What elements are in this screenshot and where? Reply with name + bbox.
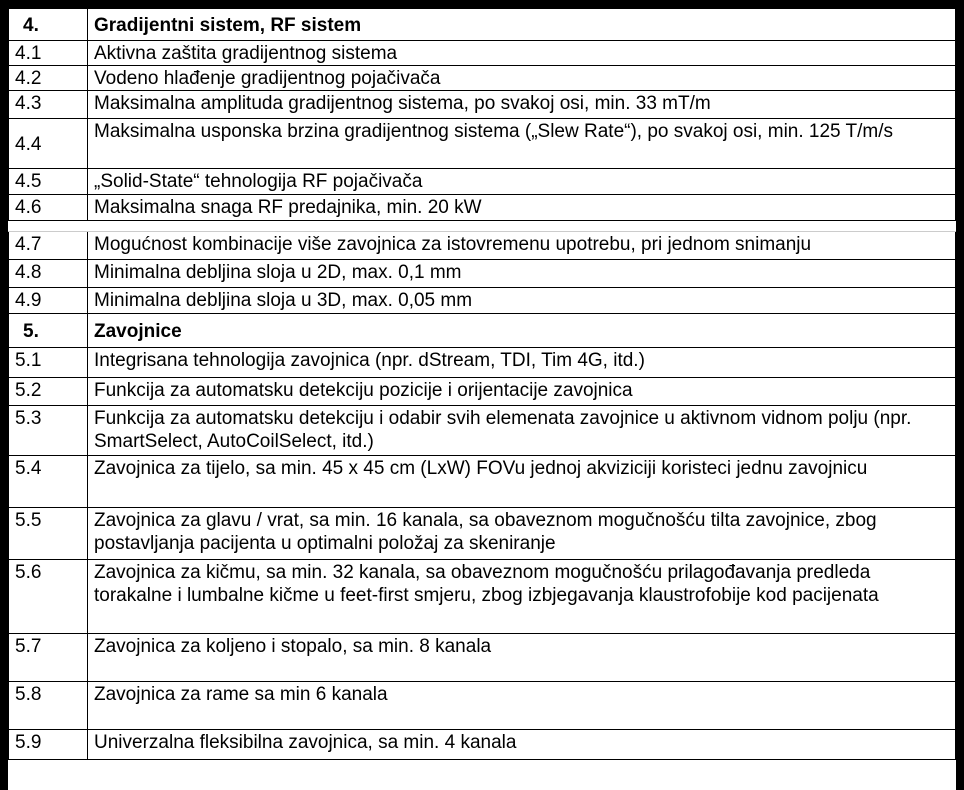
row-number: 4.1	[9, 41, 88, 66]
row-text: Maksimalna amplituda gradijentnog sistema, po svakoj osi, min. 33 mT/m	[88, 91, 956, 119]
table-row	[9, 560, 956, 634]
table-row	[9, 169, 956, 195]
row-number: 4.6	[9, 195, 88, 221]
table-row	[9, 41, 956, 66]
row-number: 4.7	[9, 232, 88, 260]
row-number: 5.6	[9, 560, 88, 634]
row-text: Minimalna debljina sloja u 2D, max. 0,1 mm	[88, 260, 956, 288]
table-row	[9, 508, 956, 560]
row-text: Maksimalna usponska brzina gradijentnog sistema („Slew Rate“), po svakoj osi, min. 125 T/m/s	[88, 119, 956, 169]
table-row	[9, 682, 956, 730]
document-page	[8, 8, 956, 790]
row-text: Aktivna zaštita gradijentnog sistema	[88, 41, 956, 66]
table-row	[9, 119, 956, 169]
table-row	[9, 456, 956, 508]
row-text: Funkcija za automatsku detekciju i odabir svih elemenata zavojnice u aktivnom vidnom polju (npr. SmartSelect, AutoCoilSelect, itd.)	[88, 406, 956, 456]
table-row	[9, 288, 956, 314]
table-row	[9, 195, 956, 221]
section-number: 4.	[9, 9, 88, 41]
table-row	[9, 260, 956, 288]
section-title: Zavojnice	[88, 314, 956, 348]
row-number: 4.9	[9, 288, 88, 314]
row-number: 5.9	[9, 730, 88, 760]
row-text: Funkcija za automatsku detekciju pozicije i orijentacije zavojnica	[88, 378, 956, 406]
row-text: Mogućnost kombinacije više zavojnica za istovremenu upotrebu, pri jednom snimanju	[88, 232, 956, 260]
row-text: Maksimalna snaga RF predajnika, min. 20 kW	[88, 195, 956, 221]
table-row	[9, 634, 956, 682]
row-text: Zavojnica za koljeno i stopalo, sa min. 8 kanala	[88, 634, 956, 682]
table-row	[9, 348, 956, 378]
row-number: 4.5	[9, 169, 88, 195]
row-number: 4.2	[9, 66, 88, 91]
page-break-gap	[9, 221, 956, 232]
row-number: 5.8	[9, 682, 88, 730]
row-number: 5.3	[9, 406, 88, 456]
row-text: Integrisana tehnologija zavojnica (npr. dStream, TDI, Tim 4G, itd.)	[88, 348, 956, 378]
row-number: 4.8	[9, 260, 88, 288]
row-number: 5.1	[9, 348, 88, 378]
row-text: Zavojnica za kičmu, sa min. 32 kanala, sa obaveznom mogučnošću prilagođavanja predleda torakalne i lumbalne kičme u feet-first smjeru, zbog izbjegavanja klaustrofobije kod pacijenata	[88, 560, 956, 634]
section-title: Gradijentni sistem, RF sistem	[88, 9, 956, 41]
row-text: Vodeno hlađenje gradijentnog pojačivača	[88, 66, 956, 91]
row-number: 5.4	[9, 456, 88, 508]
section-header-row	[9, 314, 956, 348]
row-number: 5.7	[9, 634, 88, 682]
specification-table	[8, 8, 956, 760]
section-number: 5.	[9, 314, 88, 348]
row-number: 4.4	[9, 119, 88, 169]
row-number: 4.3	[9, 91, 88, 119]
table-row	[9, 91, 956, 119]
row-text: Zavojnica za rame sa min 6 kanala	[88, 682, 956, 730]
row-text: „Solid-State“ tehnologija RF pojačivača	[88, 169, 956, 195]
table-row	[9, 232, 956, 260]
table-row	[9, 378, 956, 406]
row-text: Univerzalna fleksibilna zavojnica, sa min. 4 kanala	[88, 730, 956, 760]
row-text: Minimalna debljina sloja u 3D, max. 0,05 mm	[88, 288, 956, 314]
page-break-spacer	[9, 221, 956, 232]
table-row	[9, 66, 956, 91]
section-header-row	[9, 9, 956, 41]
row-number: 5.2	[9, 378, 88, 406]
table-row	[9, 406, 956, 456]
table-row	[9, 730, 956, 760]
row-text: Zavojnica za tijelo, sa min. 45 x 45 cm (LxW) FOVu jednoj akviziciji koristeci jednu zavojnicu	[88, 456, 956, 508]
row-number: 5.5	[9, 508, 88, 560]
row-text: Zavojnica za glavu / vrat, sa min. 16 kanala, sa obaveznom mogučnošću tilta zavojnice, zbog postavljanja pacijenta u optimalni položaj za skeniranje	[88, 508, 956, 560]
